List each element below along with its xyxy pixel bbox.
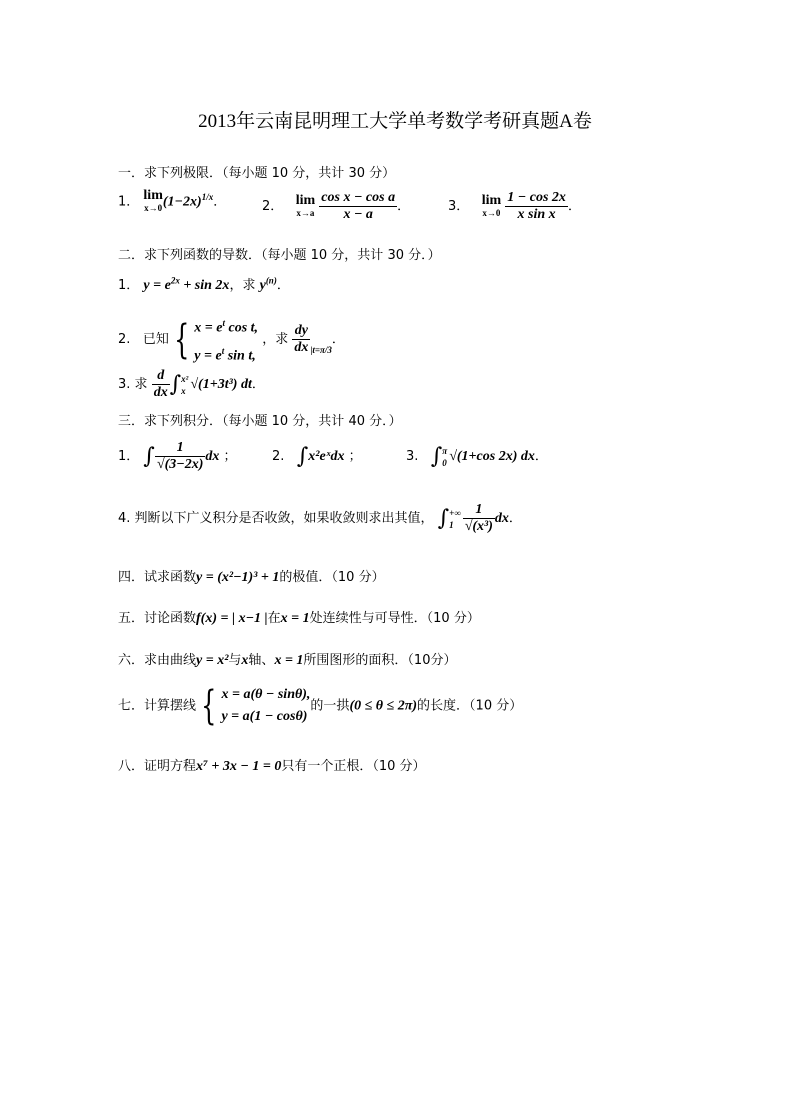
- problem-number: 3.: [406, 449, 419, 464]
- section-2-heading: 二．求下列函数的导数．（每小题 10 分，共计 30 分．）: [118, 248, 441, 263]
- problem-number: 1．: [118, 194, 140, 210]
- section-1-heading: 一．求下列极限．（每小题 10 分，共计 30 分）: [118, 166, 396, 181]
- problem-8: 八．证明方程x⁷ + 3x − 1 = 0只有一个正根．（10 分）: [118, 759, 426, 774]
- problem-3-1: 1． ∫ $\frac{1}{√(3-2x)}$ dx ；: [118, 440, 237, 473]
- problem-2-1: 1． $y = e^{2x} + \sin 2x$，求 $y^{(n)}$．: [118, 275, 290, 293]
- problem-number: 3.: [118, 377, 131, 393]
- problem-number: 1．: [118, 449, 140, 465]
- problem-4: 四．试求函数y = (x²−1)³ + 1的极值．（10 分）: [118, 570, 385, 585]
- problem-number: 2.: [272, 449, 285, 464]
- problem-6: 六．求由曲线y = x²与x轴、x = 1所围图形的面积．（10分）: [118, 653, 457, 668]
- problem-number: 2．: [262, 199, 284, 215]
- problem-2-3: 3. 求 $\frac{d}{dx}$ ∫x² x √(1+3t³) dt．: [118, 368, 265, 401]
- problem-1-1: 1． lim $x\to 0(1-2x)^{1/x}$．: [118, 188, 227, 213]
- problem-7: 七．计算摆线 { x = a(θ − sinθ), y = a(1 − cosθ)的一拱(0 ≤ θ ≤ 2π)的长度．（10 分）: [118, 683, 523, 729]
- problem-3-2: 2. ∫x²eˣdx ；: [272, 444, 362, 469]
- problem-2-2: 2. 已知 { $x = e^t$ cos t, $y = e^t$ sin t, ，求 $\frac{dy}{dx}$ $_{|t=\pi/3}$．: [118, 316, 345, 364]
- problem-1-2: 2． lim x→a $\frac{\text{cos x − cos a}}{x - a}$ ．: [262, 190, 411, 223]
- problem-number: 1．: [118, 278, 140, 293]
- section-3-heading: 三．求下列积分．（每小题 10 分，共计 40 分．）: [118, 414, 402, 429]
- problem-3-4: 4. 判断以下广义积分是否收敛，如果收敛则求出其值， ∫+∞ 1 $\frac{1}{\text{√(x³)}}$ dx．: [118, 502, 522, 535]
- problem-1-3: 3． lim x→0 $\frac{1 - \cos 2x}{\text{x sin x}}$ ．: [448, 190, 581, 223]
- problem-number: 2.: [118, 332, 131, 348]
- page-title: 2013年云南昆明理工大学单考数学考研真题A卷: [198, 111, 592, 132]
- problem-number: 3．: [448, 199, 470, 215]
- problem-3-3: 3. ∫π 0 √(1+cos 2x) dx．: [406, 444, 548, 469]
- problem-5: 五．讨论函数f(x) = | x−1 |在x = 1处连续性与可导性．（10 分）: [118, 611, 480, 626]
